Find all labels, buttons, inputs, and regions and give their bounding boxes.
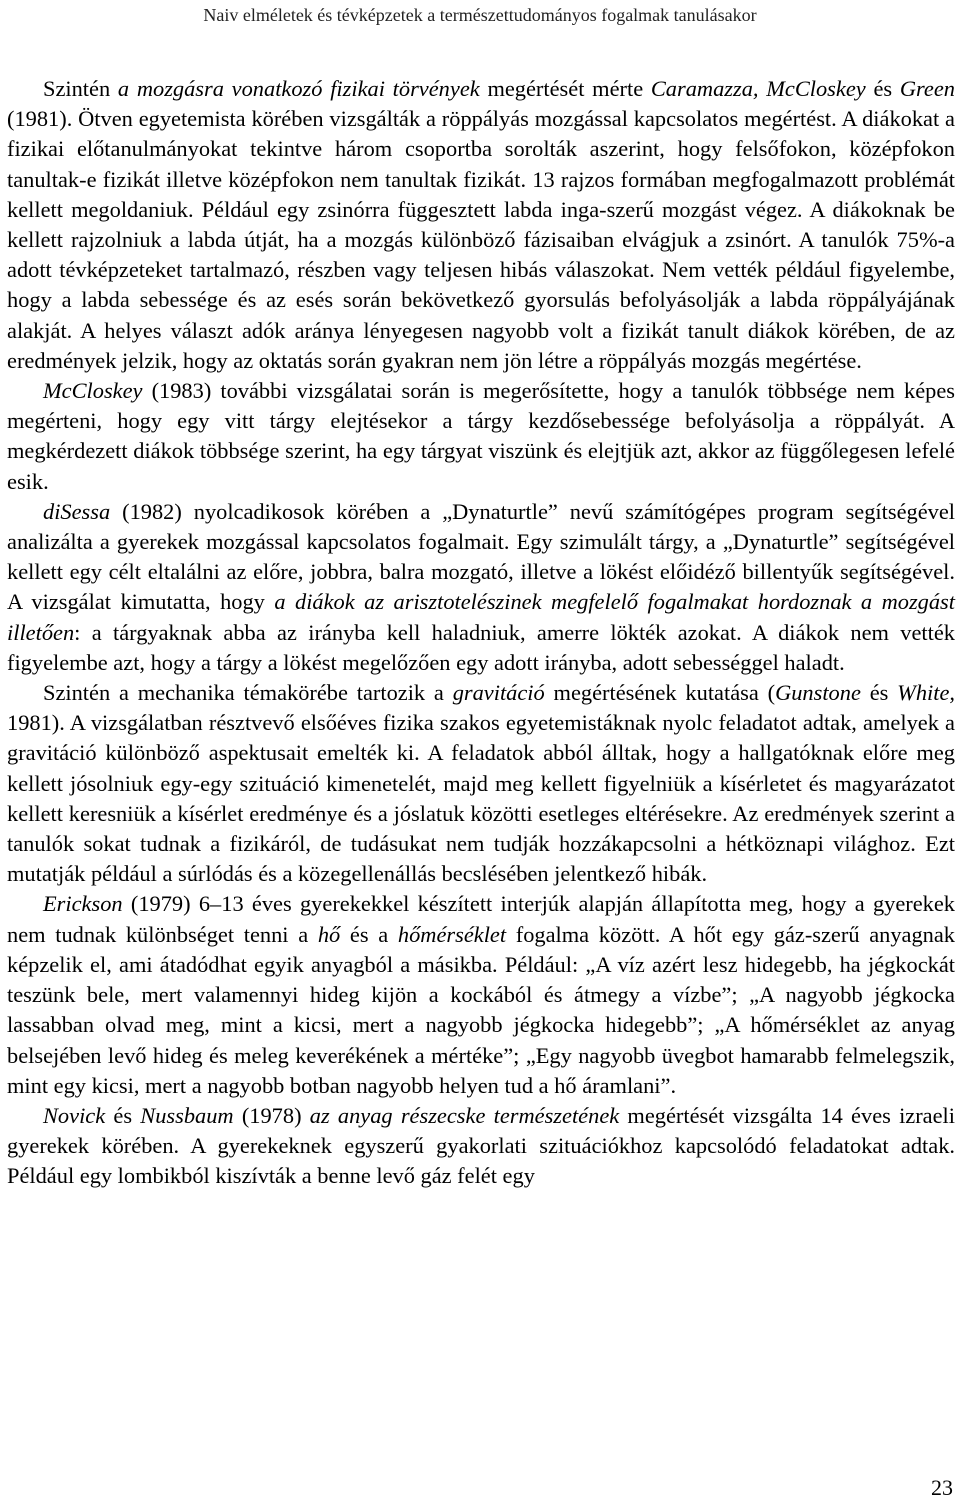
italic-text-run: Nussbaum: [140, 1102, 234, 1128]
italic-text-run: White,: [897, 680, 955, 706]
text-run: (1978): [233, 1102, 310, 1128]
paragraph-p3: [7, 497, 955, 678]
italic-text-run: Caramazza, McCloskey: [650, 76, 866, 101]
text-run: megértését mérte: [479, 76, 651, 101]
text-run: Szintén a mechanika témakörébe tartozik a: [43, 680, 453, 706]
paragraph-p1: [7, 74, 955, 376]
italic-text-run: Erickson: [43, 891, 123, 917]
italic-text-run: a diákok az arisztotelészinek megfelelő fogalmakat hordoznak a mozgást illetően: [7, 589, 955, 645]
text-run: megértését vizsgálta 14 éves izraeli gyerekek körében. A gyerekeknek egyszerű gyakorlati szituációkhoz kapcsolódó feladatokat adtak. Például egy lombikból kiszívták a benne levő gáz felét egy: [7, 1102, 956, 1189]
body-text: [7, 74, 955, 1192]
italic-text-run: Novick: [43, 1102, 106, 1128]
italic-text-run: a mozgásra vonatkozó fizikai törvények: [117, 76, 480, 101]
italic-text-run: hőmérséklet: [397, 921, 507, 947]
text-run: (1981). Ötven egyetemista körében vizsgálták a röppályás mozgással kapcsolatos megértést. A diákokat a fizikai előtanulmányokat tekintve három csoportba sorolták aszerint, hogy felsőfokon, középfokon tanultak-e fizikát illetve középfokon nem tanultak fizikát. 13 rajzos formában megfogalmazott problémát kellett megoldaniuk. Például egy zsinórra függesztett labda inga-szerű mozgást végez. A diákoknak be kellett rajzolniuk a labda útját, ha a mozgás különböző fázisaiban elvágjuk a zsinórt. A tanulók 75%-a adott tévképzeteket tartalmazó, részben vagy teljesen hibás válaszokat. Nem vették például figyelembe, hogy a labda sebessége és az esés során bekövetkező gyorsulás befolyásolják a labda röppályájának alakját. A helyes választ adók aránya lényegesen nagyobb volt a fizikát tanult diákok körében, de az eredmények jelzik, hogy az oktatás során gyakran nem jön létre a röppályás mozgás megértése.: [7, 106, 955, 373]
text-run: 1981). A vizsgálatban résztvevő elsőéves fizika szakos egyetemistáknak nyolc feladatot adtak, amelyek a gravitáció különböző aspektusait emelték ki. A feladatok abból álltak, hogy a hallgatóknak előre meg kellett jósolniuk egy-egy szituáció kimenetelét, majd meg kellett figyelniük a kísérletet és magyarázatot kellett keresniük a kísérlet eredménye és a jóslatuk közötti esetleges eltérésekre. Az eredmények szerint a tanulók sokat tudnak a fizikáról, de tudásukat nem tudják hozzákapcsolni a hétköznapi világhoz. Ezt mutatják például a súrlódás és a közegellenállás becslésében jelentkező hibák.: [7, 710, 955, 887]
paragraph-p2: [7, 376, 955, 497]
paragraph-p5: [7, 889, 955, 1100]
paragraph-p4: [7, 678, 955, 889]
text-run: (1979) 6–13 éves gyerekekkel készített interjúk alapján állapította meg, hogy a gyerekek nem tudnak különbséget tenni a: [7, 891, 955, 947]
italic-text-run: hő: [317, 921, 341, 947]
paragraph-p6: [7, 1101, 955, 1192]
text-run: : a tárgyaknak abba az irányba kell haladniuk, amerre lökték azokat. A diákok nem vették figyelembe azt, hogy a tárgy a lökést megelőzően egy adott irányba, adott sebességgel haladt.: [7, 619, 955, 675]
text-run: és: [865, 76, 900, 101]
text-run: (1982) nyolcadikosok körében a „Dynaturtle” nevű számítógépes program segítségével analizálta a gyerekek mozgással kapcsolatos fogalmait. Egy szimulált tárgy, a „Dynaturtle” segítségével kellett egy célt eltalálni az előre, jobbra, balra mozgató, illetve a lökést előidéző billentyűk segítségével. A vizsgálat kimutatta, hogy: [7, 498, 955, 615]
text-run: és: [105, 1102, 141, 1128]
text-run: (1983) további vizsgálatai során is megerősítette, hogy a tanulók többsége nem képes megérteni, hogy egy vitt tárgy elejtésekor a tárgy kezdősebessége befolyásolja a röppályát. A megkérdezett diákok többsége szerint, ha egy tárgyat viszünk és elejtjük azt, akkor az függőlegesen lefelé esik.: [7, 378, 955, 494]
text-run: fogalma között. A hőt egy gáz-szerű anyagnak képzelik el, ami átadódhat egyik anyagból a másikba. Például: „A víz azért lesz hidegebb, ha jégkockát teszünk bele, mert valamennyi hideg kijön a kockából és átmegy a vízbe”; „A nagyobb jégkocka lassabban olvad meg, mint a kicsi, mert a nagyobb jégkocka hidegebb”; „A hőmérséklet az anyag belsejében levő hideg és meleg keverékének a mértéke”; „Egy nagyobb üvegbot hamarabb felmelegszik, mint egy kicsi, mert a nagyobb botban nagyobb helyen tud a hő áramlani”.: [7, 921, 956, 1098]
italic-text-run: McCloskey: [43, 378, 143, 404]
text-run: és: [860, 680, 898, 706]
italic-text-run: az anyag részecske természetének: [309, 1102, 620, 1128]
text-run: Szintén: [43, 76, 118, 101]
italic-text-run: gravitáció: [452, 680, 545, 706]
page-number: 23: [931, 1475, 953, 1500]
text-run: megértésének kutatása (: [544, 680, 776, 706]
italic-text-run: Gunstone: [775, 680, 861, 706]
italic-text-run: diSessa: [43, 498, 111, 524]
text-run: és a: [340, 921, 398, 947]
italic-text-run: Green: [899, 76, 955, 101]
running-header: Naiv elméletek és tévképzetek a természettudományos fogalmak tanulásakor: [203, 5, 757, 25]
